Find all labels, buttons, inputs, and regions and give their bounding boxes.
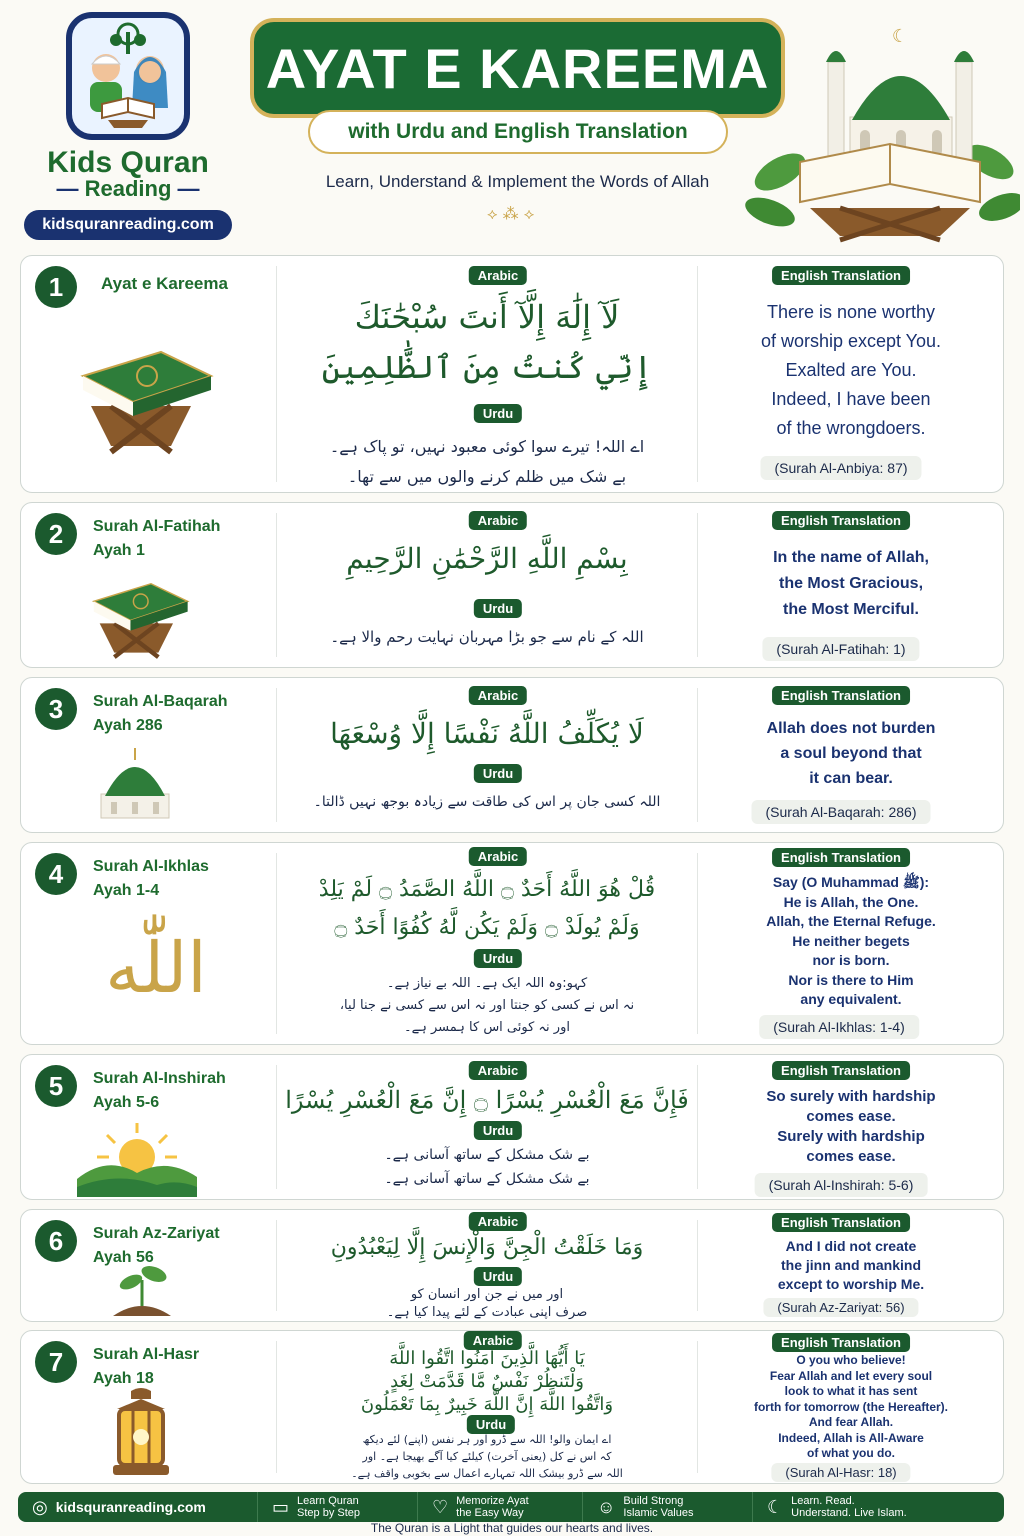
urdu-text: بے شک مشکل کے ساتھ آسانی ہے۔ بے شک مشکل کے ساتھ آسانی ہے۔ [384,1147,590,1187]
card-number: 2 [35,513,77,555]
english-label: English Translation [772,511,910,530]
sunrise-hills-icon [77,1117,197,1197]
column-divider [276,266,277,482]
column-divider [276,1220,277,1311]
surah-reference: (Surah Al-Inshirah: 5-6) [755,1173,928,1197]
quran-book-icon [71,336,221,456]
brand-name: Kids Quran [47,146,209,179]
footer-website[interactable]: ◎ kidsquranreading.com [18,1492,258,1522]
urdu-text: اللہ کے نام سے جو بڑا مہربان نہایت رحم والا ہے۔ [330,628,644,646]
arabic-text: يَا أَيُّهَا الَّذِينَ آمَنُوا اتَّقُوا اللَّهَ وَلْتَنظُرْ نَفْسٌ مَّا قَدَّمَتْ لِغَدٍ وَاتَّقُوا اللَّهَ إِنَّ اللَّهَ خَبِيرٌ بِمَا تَعْمَلُونَ [360,1348,614,1415]
green-dome-icon [95,744,175,824]
arabic-text: لَا يُكَلِّفُ اللَّهُ نَفْسًا إِلَّا وُسْعَهَا [330,717,644,750]
column-divider [276,1065,277,1189]
english-text: And I did not create the jinn and mankind except to worship Me. [777,1238,925,1292]
english-text: Say (O Muhammad ﷺ): He is Allah, the One. Allah, the Eternal Refuge. He neither begets nor is born. Nor is there to Him any equivalent. [766,874,936,1007]
urdu-label: Urdu [467,1415,515,1434]
english-label: English Translation [772,686,910,705]
ornament-divider-icon: ⟡ ⁂ ⟡ [487,204,535,223]
footer-bar [18,1492,1004,1522]
urdu-label: Urdu [474,949,522,968]
english-text: O you who believe! Fear Allah and let every soul look to what it has sent forth for tomorrow (the Hereafter). And fear Allah. Indeed, Allah is All-Aware of what you do. [753,1353,948,1460]
column-divider [697,688,698,822]
globe-icon: ◎ [32,1496,48,1517]
surah-reference: (Surah Al-Hasr: 18) [771,1463,910,1482]
tagline: Learn, Understand & Implement the Words of Allah [325,172,710,191]
urdu-text: اور میں نے جن اور انسان کو صرف اپنی عبادت کے لئے پیدا کیا ہے۔ [386,1287,588,1320]
arabic-label: Arabic [469,686,527,705]
column-divider [276,513,277,657]
urdu-label: Urdu [474,599,522,618]
svg-text:☾: ☾ [891,26,909,47]
ayah-card-4 [20,842,1004,1045]
english-text: Allah does not burden a soul beyond that it can bear. [766,720,936,787]
arabic-label: Arabic [464,1331,522,1350]
column-divider [276,1341,277,1473]
urdu-text: اے ایمان والو! اللہ سے ڈرو اور ہر نفس (اپنے) لئے دیکھ کہ اس نے کل (یعنی آخرت) کیلئے کیا آگے بھیجا ہے۔ اور اللہ سے ڈرو بیشک اللہ تمہارے اعمال سے بخوبی واقف ہے۔ [351,1433,623,1480]
surah-reference: (Surah Al-Fatihah: 1) [762,637,919,661]
english-label: English Translation [772,1333,910,1352]
ayah-card-3 [20,677,1004,833]
kids-reading-quran-icon [66,12,190,140]
english-text: In the name of Allah, the Most Gracious, the Most Merciful. [773,549,929,618]
arabic-label: Arabic [469,266,527,285]
card-number: 1 [35,266,77,308]
ayah-card-5 [20,1054,1004,1200]
quran-book-icon [85,571,195,661]
title-banner [240,18,795,158]
urdu-label: Urdu [474,764,522,783]
card-title: Surah Al-Inshirah Ayah 5-6 [93,1070,226,1111]
surah-reference: (Surah Al-Ikhlas: 1-4) [759,1015,919,1039]
card-number: 5 [35,1065,77,1107]
crescent-icon: ☾ [767,1496,784,1517]
surah-reference: (Surah Az-Zariyat: 56) [763,1298,918,1317]
column-divider [697,1065,698,1189]
card-title: Surah Az-Zariyat Ayah 56 [93,1225,220,1266]
column-divider [697,1341,698,1473]
title-ribbon [250,18,785,118]
footer-item-learn: ▭ Learn Quran Step by Step [258,1492,418,1522]
arabic-text: فَإِنَّ مَعَ الْعُسْرِ يُسْرًا ۝ إِنَّ مَعَ الْعُسْرِ يُسْرًا [285,1086,689,1114]
urdu-label: Urdu [474,1121,522,1140]
ayah-card-6 [20,1209,1004,1322]
english-label: English Translation [772,848,910,867]
english-label: English Translation [772,1213,910,1232]
heart-icon: ♡ [432,1496,449,1517]
page-subtitle: with Urdu and English Translation [308,110,728,154]
brand-logo [18,12,238,240]
english-text: There is none worthy of worship except You. Exalted are You. Indeed, I have been of the wrongdoers. [760,302,942,438]
ayah-card-2 [20,502,1004,668]
arabic-label: Arabic [469,1061,527,1080]
column-divider [697,853,698,1034]
urdu-text: کہو:وہ اللہ ایک ہے۔ اللہ بے نیاز ہے۔ نہ اس نے کسی کو جنتا اور نہ اس سے کسی نے جنا لیا، اور نہ کوئی اس کا ہمسر ہے۔ [339,976,635,1035]
allah-calligraphy-icon: اللّٰه [105,927,207,1009]
brand-subname: — Reading — [56,176,200,201]
card-title: Surah Al-Ikhlas Ayah 1-4 [93,858,209,899]
footer-item-memorize: ♡ Memorize Ayat the Easy Way [418,1492,583,1522]
arabic-label: Arabic [469,1212,527,1231]
ayah-card-7 [20,1330,1004,1484]
urdu-label: Urdu [474,1267,522,1286]
card-number: 7 [35,1341,77,1383]
sprout-icon [107,1260,177,1320]
card-title: Surah Al-Baqarah Ayah 286 [93,693,228,734]
column-divider [697,513,698,657]
english-label: English Translation [772,266,910,285]
footer-item-live-islam: ☾ Learn. Read. Understand. Live Islam. [767,1495,907,1519]
arabic-text: لَآ إِلَٰهَ إِلَّآ أَنتَ سُبْحَٰنَكَ إِنِّي كُنتُ مِنَ ٱلظَّٰلِمِينَ [321,298,653,386]
column-divider [276,853,277,1034]
footer-note: The Quran is a Light that guides our hearts and lives. [370,1521,654,1535]
lantern-icon [101,1387,181,1483]
open-book-icon: ▭ [272,1496,290,1517]
column-divider [697,266,698,482]
column-divider [276,688,277,822]
card-title: Surah Al-Fatihah Ayah 1 [93,518,221,559]
ayah-card-1 [20,255,1004,493]
urdu-text: اللہ کسی جان پر اس کی طاقت سے زیادہ بوجھ نہیں ڈالتا۔ [313,794,661,810]
website-link[interactable]: kidsquranreading.com [24,210,232,240]
arabic-text: قُلْ هُوَ اللَّهُ أَحَدٌ ۝ اللَّهُ الصَّمَدُ ۝ لَمْ يَلِدْ وَلَمْ يُولَدْ ۝ وَلَمْ يَكُن لَّهُ كُفُوًا أَحَدٌ ۝ [318,877,656,940]
english-label: English Translation [772,1061,910,1080]
urdu-text: اے اللہ! تیرے سوا کوئی معبود نہیں، تو پاک ہے۔ بے شک میں ظلم کرنے والوں میں سے تھا۔ [329,437,645,486]
card-number: 6 [35,1220,77,1262]
column-divider [697,1220,698,1311]
family-icon: ☺ [597,1496,616,1517]
footer-item-values: ☺ Build Strong Islamic Values [583,1492,753,1522]
surah-reference: (Surah Al-Baqarah: 286) [752,800,931,824]
arabic-text: وَمَا خَلَقْتُ الْجِنَّ وَالْإِنسَ إِلَّا لِيَعْبُدُونِ [330,1235,644,1260]
page-title: AYAT E KAREEMA [265,36,770,100]
card-number: 3 [35,688,77,730]
card-title: Ayat e Kareema [101,274,228,293]
english-text: So surely with hardship comes ease. Surely with hardship comes ease. [766,1088,936,1165]
card-number: 4 [35,853,77,895]
arabic-label: Arabic [469,511,527,530]
urdu-label: Urdu [474,404,522,423]
arabic-label: Arabic [469,847,527,866]
mosque-with-quran-icon [740,12,1020,247]
arabic-text: بِسْمِ اللَّهِ الرَّحْمَٰنِ الرَّحِيمِ [346,542,628,575]
surah-reference: (Surah Al-Anbiya: 87) [760,456,921,480]
card-title: Surah Al-Hasr Ayah 18 [93,1346,200,1387]
